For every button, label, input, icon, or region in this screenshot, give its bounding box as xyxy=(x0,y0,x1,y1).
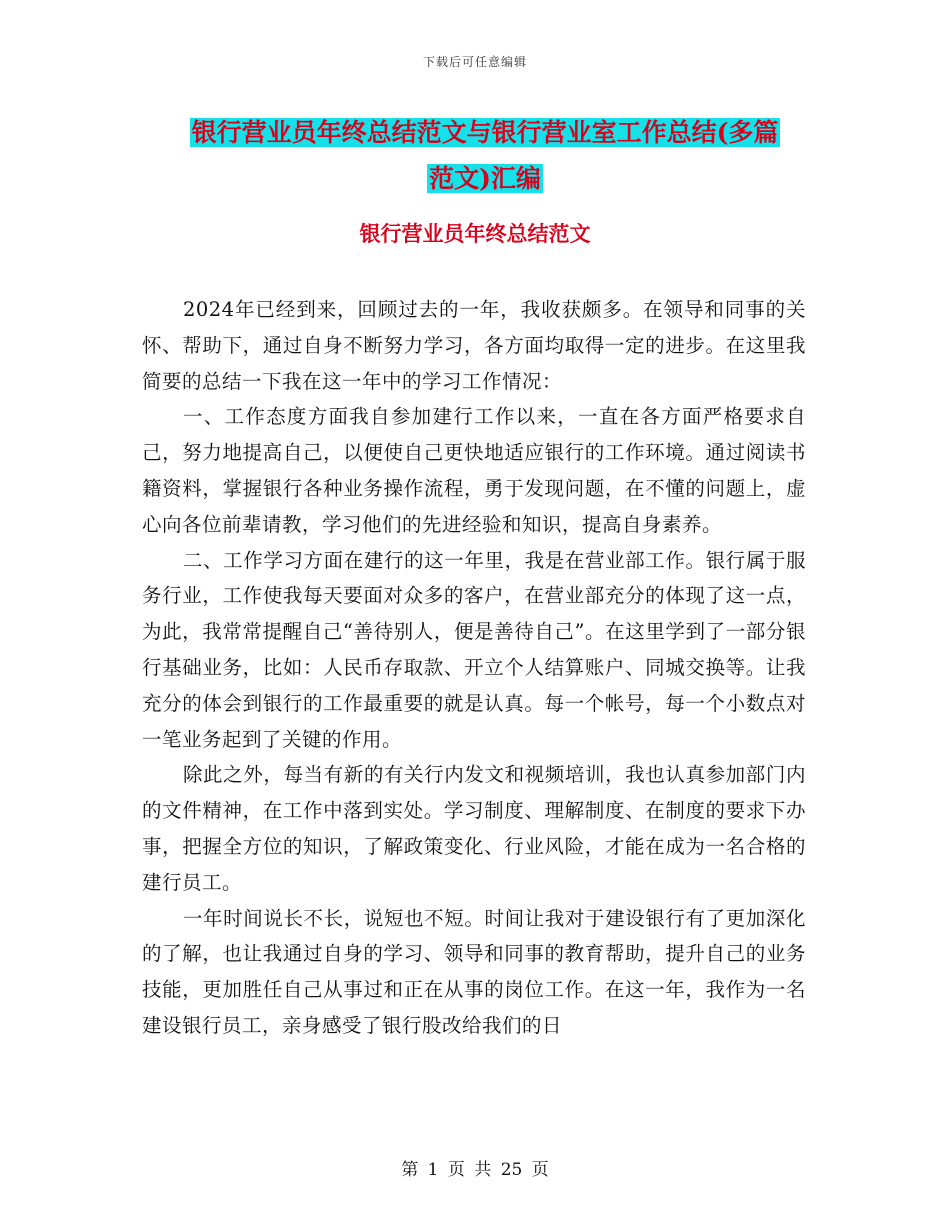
paragraph: 2024年已经到来，回顾过去的一年，我收获颇多。在领导和同事的关怀、帮助下，通过自身不断努力学习，各方面均取得一定的进步。在这里我简要的总结一下我在这一年中的学习工作情况： xyxy=(142,298,806,393)
page-number-footer: 第 1 页 共 25 页 xyxy=(401,1160,549,1180)
paragraph: 一年时间说长不长，说短也不短。时间让我对于建设银行有了更加深化的了解，也让我通过自身的学习、领导和同事的教育帮助，提升自己的业务技能，更加胜任自己从事过和正在从事的岗位工作。在这一年，我作为一名建设银行员工，亲身感受了银行股改给我们的日 xyxy=(142,906,806,1037)
document-title-line-1: 银行营业员年终总结范文与银行营业室工作总结(多篇 xyxy=(191,118,779,147)
body-text xyxy=(142,292,806,1044)
document-title xyxy=(140,110,830,202)
paragraph: 一、工作态度方面我自参加建行工作以来，一直在各方面严格要求自己，努力地提高自己，以便使自己更快地适应银行的工作环境。通过阅读书籍资料，掌握银行各种业务操作流程，勇于发现问题，在不懂的问题上，虚心向各位前辈请教，学习他们的先进经验和知识，提高自身素养。 xyxy=(142,405,806,536)
paragraph: 二、工作学习方面在建行的这一年里，我是在营业部工作。银行属于服务行业，工作使我每天要面对众多的客户，在营业部充分的体现了这一点，为此，我常常提醒自己“善待别人，便是善待自己”。在这里学到了一部分银行基础业务，比如：人民币存取款、开立个人结算账户、同城交换等。让我充分的体会到银行的工作最重要的就是认真。每一个帐号，每一个小数点对一笔业务起到了关键的作用。 xyxy=(142,548,806,751)
paragraph: 除此之外，每当有新的有关行内发文和视频培训，我也认真参加部门内的文件精神，在工作中落到实处。学习制度、理解制度、在制度的要求下办事，把握全方位的知识，了解政策变化、行业风险，才能在成为一名合格的建行员工。 xyxy=(142,763,806,894)
header-note: 下载后可任意编辑 xyxy=(422,55,527,69)
section-title: 银行营业员年终总结范文 xyxy=(359,221,591,246)
document-title-line-2: 范文)汇编 xyxy=(429,164,541,193)
